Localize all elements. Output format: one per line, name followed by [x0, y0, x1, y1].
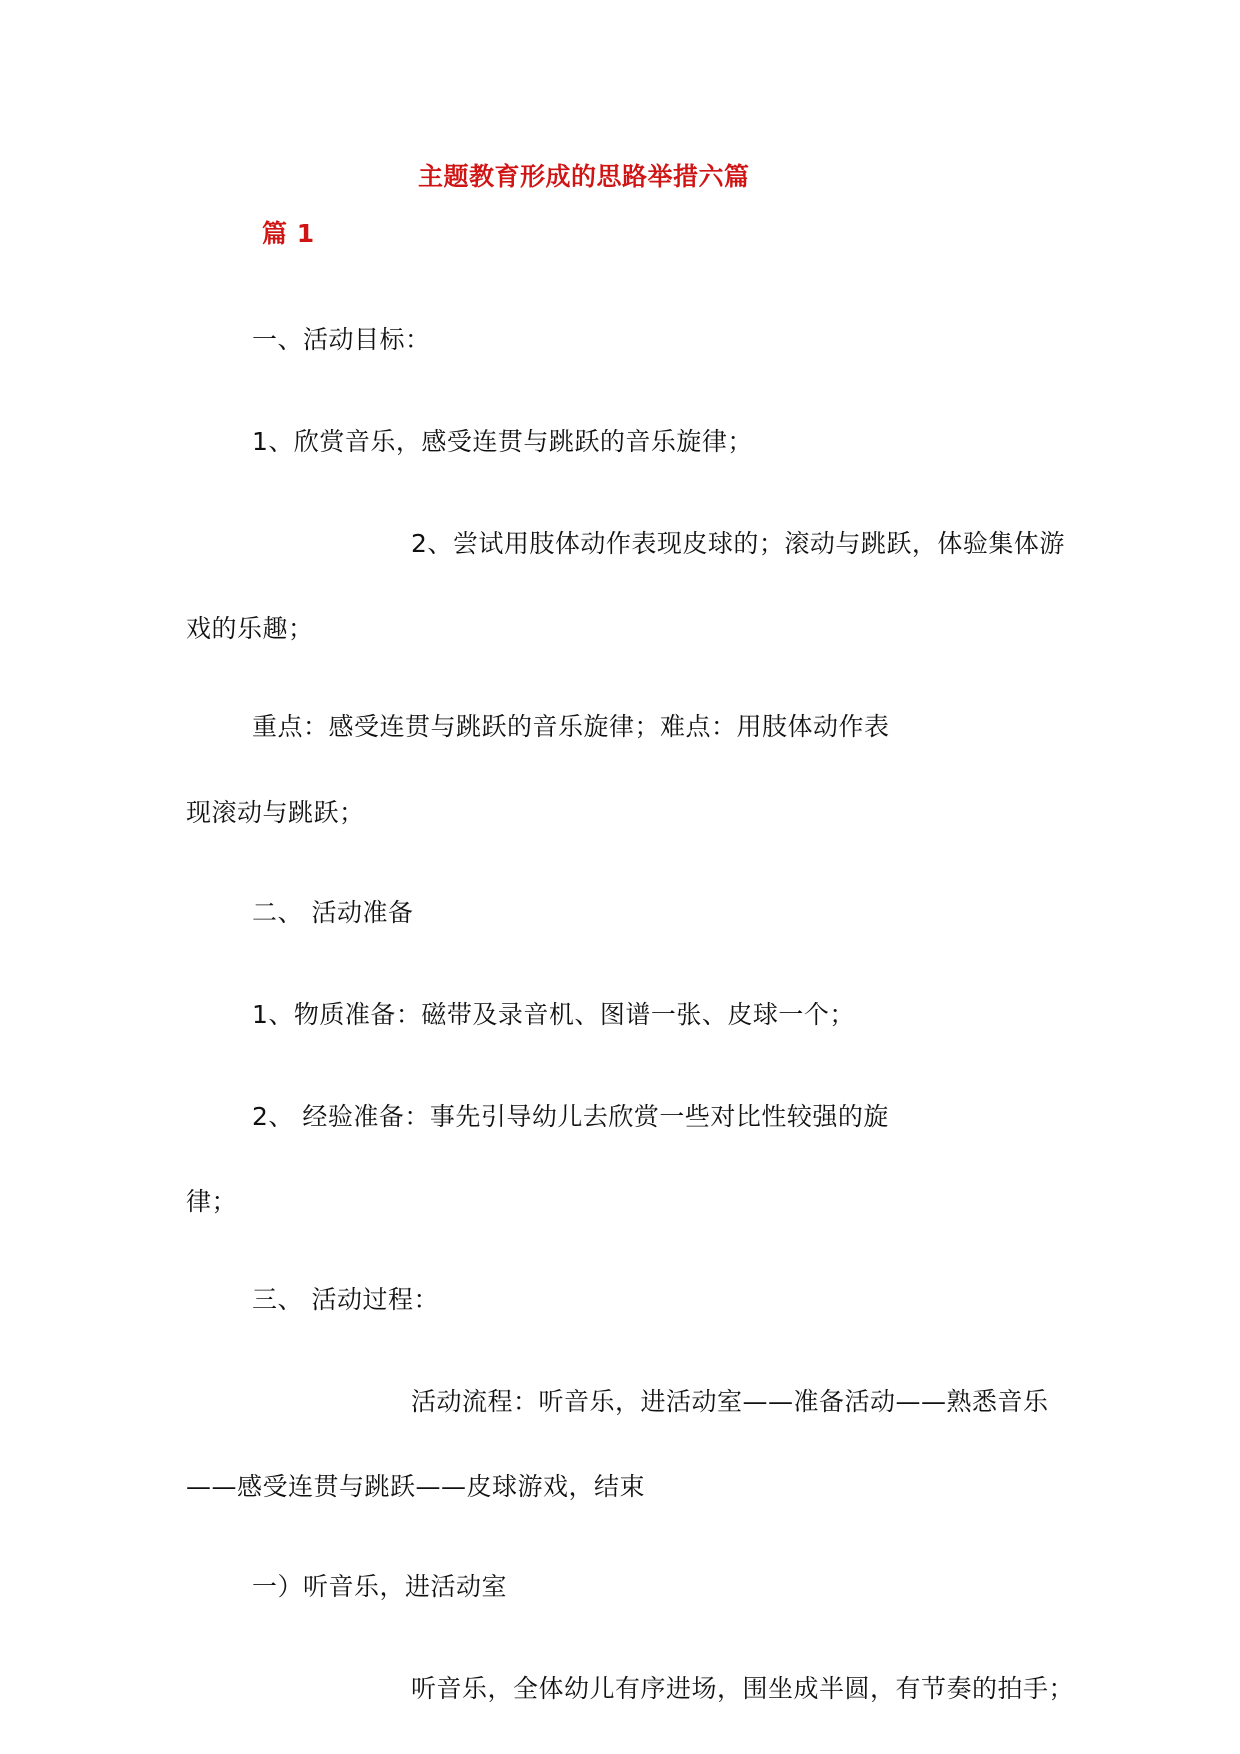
paragraph-line: 2、尝试用肢体动作表现皮球的；滚动与跳跃，体验集体游 — [411, 529, 1065, 558]
heading-activity-process: 三、 活动过程： — [252, 1285, 439, 1314]
paragraph-line: 1、物质准备：磁带及录音机、图谱一张、皮球一个； — [252, 1000, 855, 1029]
heading-activity-goals: 一、活动目标： — [252, 325, 431, 354]
paragraph-line: 重点：感受连贯与跳跃的音乐旋律；难点：用肢体动作表 — [252, 712, 890, 741]
paragraph-line: 活动流程：听音乐，进活动室——准备活动——熟悉音乐 — [411, 1387, 1049, 1416]
paragraph-line: ——感受连贯与跳跃——皮球游戏，结束 — [186, 1472, 646, 1501]
heading-activity-prep: 二、 活动准备 — [252, 898, 414, 927]
paragraph-line: 1、欣赏音乐，感受连贯与跳跃的音乐旋律； — [252, 427, 753, 456]
paragraph-line: 现滚动与跳跃； — [186, 798, 365, 827]
paragraph-line: 2、 经验准备：事先引导幼儿去欣赏一些对比性较强的旋 — [252, 1102, 889, 1131]
paragraph-line: 戏的乐趣； — [186, 614, 314, 643]
paragraph-line: 听音乐，全体幼儿有序进场，围坐成半圆，有节奏的拍手； — [411, 1674, 1075, 1703]
paragraph-line: 律； — [186, 1187, 238, 1216]
document-title: 主题教育形成的思路举措六篇 — [418, 162, 750, 191]
subheading-listen-music: 一）听音乐，进活动室 — [252, 1572, 508, 1601]
section-label: 篇 1 — [262, 219, 315, 248]
